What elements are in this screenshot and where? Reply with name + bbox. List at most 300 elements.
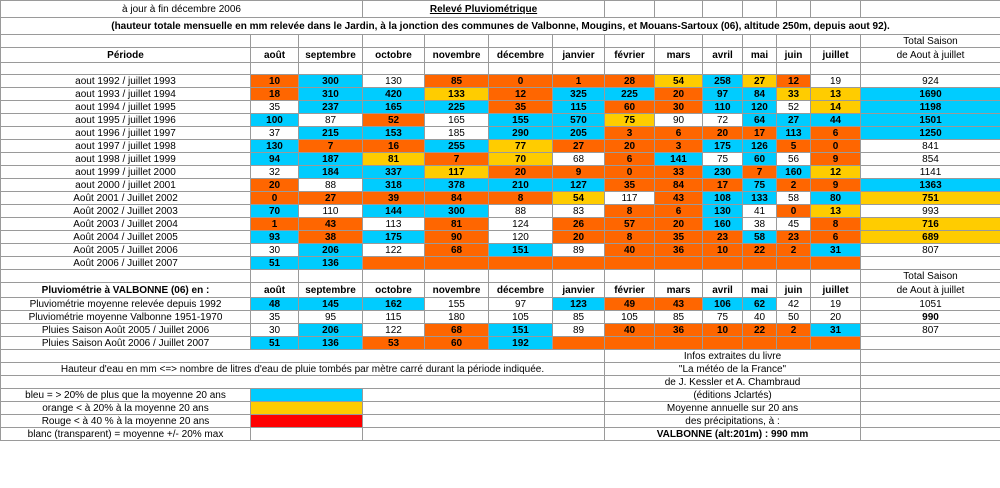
empty-cell: [251, 270, 299, 283]
rainfall-cell: 37: [251, 127, 299, 140]
empty-cell: [1, 63, 251, 75]
summary-cell: 180: [425, 311, 489, 324]
rainfall-cell: 12: [811, 166, 861, 179]
summary-cell: 123: [553, 298, 605, 311]
rainfall-cell: 57: [605, 218, 655, 231]
empty-cell: [553, 35, 605, 48]
rainfall-cell: 27: [299, 192, 363, 205]
empty-cell: [655, 35, 703, 48]
empty-cell: [489, 35, 553, 48]
rainfall-cell: 205: [553, 127, 605, 140]
rainfall-cell: 22: [743, 244, 777, 257]
rainfall-cell: 20: [251, 179, 299, 192]
empty-cell: [743, 1, 777, 18]
empty-cell: [425, 270, 489, 283]
month-header: mai: [743, 48, 777, 63]
season-total: 1141: [861, 166, 1000, 179]
empty-cell: [703, 257, 743, 270]
empty-cell: [743, 257, 777, 270]
rainfall-cell: 64: [743, 114, 777, 127]
rainfall-cell: 81: [363, 153, 425, 166]
rainfall-cell: 51: [251, 257, 299, 270]
rainfall-cell: 80: [811, 192, 861, 205]
month-header: mars: [655, 48, 703, 63]
summary-cell: 43: [655, 298, 703, 311]
empty-cell: [655, 63, 703, 75]
rainfall-cell: 8: [811, 218, 861, 231]
empty-cell: [425, 257, 489, 270]
legend-text: bleu = > 20% de plus que la moyenne 20 ans: [1, 389, 251, 402]
summary-cell: 2: [777, 324, 811, 337]
empty-cell: [655, 257, 703, 270]
rainfall-cell: 8: [489, 192, 553, 205]
rainfall-cell: 30: [655, 101, 703, 114]
empty-cell: [861, 63, 1000, 75]
summary-cell: 105: [605, 311, 655, 324]
rainfall-cell: 31: [811, 244, 861, 257]
empty-cell: [703, 35, 743, 48]
season-total: 807: [861, 244, 1000, 257]
summary-cell: 136: [299, 337, 363, 350]
rainfall-cell: 33: [777, 88, 811, 101]
rainfall-cell: 38: [299, 231, 363, 244]
rainfall-cell: 20: [553, 231, 605, 244]
rainfall-cell: 10: [703, 244, 743, 257]
month-header: juillet: [811, 283, 861, 298]
rainfall-cell: 17: [703, 179, 743, 192]
summary-cell: 20: [811, 311, 861, 324]
month-header: octobre: [363, 283, 425, 298]
rainfall-cell: 300: [299, 75, 363, 88]
empty-cell: [655, 1, 703, 18]
summary-cell: 40: [743, 311, 777, 324]
rainfall-cell: 130: [251, 140, 299, 153]
rainfall-cell: 141: [655, 153, 703, 166]
summary-cell: 40: [605, 324, 655, 337]
summary-total: 990: [861, 311, 1000, 324]
summary-cell: 53: [363, 337, 425, 350]
legend-text: orange < à 20% à la moyenne 20 ans: [1, 402, 251, 415]
season-total: 1250: [861, 127, 1000, 140]
empty-cell: [743, 337, 777, 350]
empty-cell: [299, 270, 363, 283]
rainfall-cell: 28: [605, 75, 655, 88]
empty-cell: [605, 35, 655, 48]
month-header: mars: [655, 283, 703, 298]
summary-label: Pluviométrie moyenne Valbonne 1951-1970: [1, 311, 251, 324]
rainfall-cell: 26: [553, 218, 605, 231]
month-header: août: [251, 48, 299, 63]
period-label: aout 1994 / juillet 1995: [1, 101, 251, 114]
summary-cell: 22: [743, 324, 777, 337]
summary-cell: 19: [811, 298, 861, 311]
empty-cell: [703, 1, 743, 18]
rainfall-cell: 8: [605, 231, 655, 244]
rainfall-cell: 6: [811, 231, 861, 244]
rainfall-cell: 20: [489, 166, 553, 179]
rainfall-cell: 122: [363, 244, 425, 257]
empty-cell: [363, 270, 425, 283]
rainfall-cell: 35: [655, 231, 703, 244]
rainfall-cell: 40: [605, 244, 655, 257]
month-header: janvier: [553, 283, 605, 298]
summary-cell: 35: [251, 311, 299, 324]
rainfall-cell: 117: [605, 192, 655, 205]
rainfall-cell: 83: [553, 205, 605, 218]
rainfall-cell: 153: [363, 127, 425, 140]
summary-label: Pluies Saison Août 2006 / Juillet 2007: [1, 337, 251, 350]
rainfall-cell: 52: [363, 114, 425, 127]
month-header: octobre: [363, 48, 425, 63]
period-label: Août 2003 / Juillet 2004: [1, 218, 251, 231]
rainfall-cell: 570: [553, 114, 605, 127]
rainfall-cell: 127: [553, 179, 605, 192]
rainfall-cell: 90: [655, 114, 703, 127]
month-header: décembre: [489, 48, 553, 63]
empty-cell: [861, 376, 1000, 389]
summary-cell: 145: [299, 298, 363, 311]
rainfall-cell: 117: [425, 166, 489, 179]
summary-cell: 151: [489, 324, 553, 337]
rainfall-cell: 9: [811, 179, 861, 192]
rainfall-cell: 108: [703, 192, 743, 205]
summary-cell: 115: [363, 311, 425, 324]
rainfall-cell: 36: [655, 244, 703, 257]
season-total: 924: [861, 75, 1000, 88]
summary-cell: 105: [489, 311, 553, 324]
rainfall-cell: 68: [553, 153, 605, 166]
season-total: 751: [861, 192, 1000, 205]
rainfall-cell: 72: [703, 114, 743, 127]
empty-cell: [553, 257, 605, 270]
rainfall-cell: 0: [811, 140, 861, 153]
rainfall-cell: 3: [655, 140, 703, 153]
period-label: aout 1999 / juillet 2000: [1, 166, 251, 179]
rainfall-cell: 18: [251, 88, 299, 101]
empty-cell: [655, 270, 703, 283]
book-line: Moyenne annuelle sur 20 ans: [605, 402, 861, 415]
month-header: février: [605, 48, 655, 63]
rainfall-cell: 378: [425, 179, 489, 192]
page-title: Relevé Pluviométrique: [363, 1, 605, 18]
legend-swatch: [251, 389, 363, 402]
rainfall-cell: 160: [777, 166, 811, 179]
empty-cell: [861, 389, 1000, 402]
summary-cell: 155: [425, 298, 489, 311]
rainfall-cell: 160: [703, 218, 743, 231]
rainfall-cell: 225: [425, 101, 489, 114]
rainfall-cell: 10: [251, 75, 299, 88]
empty-cell: [861, 1, 1000, 18]
empty-cell: [299, 35, 363, 48]
legend-text: Rouge < à 40 % à la moyenne 20 ans: [1, 415, 251, 428]
rainfall-cell: 84: [655, 179, 703, 192]
empty-cell: [703, 337, 743, 350]
summary-cell: 49: [605, 298, 655, 311]
empty-cell: [489, 270, 553, 283]
empty-cell: [777, 270, 811, 283]
rainfall-cell: 30: [251, 244, 299, 257]
empty-cell: [743, 270, 777, 283]
empty-cell: [489, 257, 553, 270]
month-header: avril: [703, 48, 743, 63]
rainfall-cell: 2: [777, 244, 811, 257]
legend-swatch: [251, 415, 363, 428]
summary-cell: 68: [425, 324, 489, 337]
rainfall-cell: 184: [299, 166, 363, 179]
empty-cell: [251, 63, 299, 75]
season-total: 689: [861, 231, 1000, 244]
subtitle: (hauteur totale mensuelle en mm relevée dans le Jardin, à la jonction des communes de Valbonne, Mougins, et Mouans-Sartoux (06), altitude 250m, depuis aout 92).: [1, 18, 1000, 35]
empty-cell: [861, 428, 1000, 441]
empty-cell: [777, 35, 811, 48]
rainfall-cell: 325: [553, 88, 605, 101]
rainfall-cell: 124: [489, 218, 553, 231]
rainfall-cell: 32: [251, 166, 299, 179]
empty-cell: [777, 1, 811, 18]
empty-cell: [861, 402, 1000, 415]
empty-cell: [655, 337, 703, 350]
season-total: [861, 257, 1000, 270]
rainfall-cell: 6: [811, 127, 861, 140]
rainfall-cell: 85: [425, 75, 489, 88]
rainfall-cell: 97: [703, 88, 743, 101]
rainfall-cell: 16: [363, 140, 425, 153]
summary-cell: 162: [363, 298, 425, 311]
rainfall-cell: 35: [251, 101, 299, 114]
empty-cell: [811, 337, 861, 350]
rainfall-cell: 56: [777, 153, 811, 166]
rainfall-cell: 87: [299, 114, 363, 127]
empty-cell: [489, 63, 553, 75]
rainfall-cell: 54: [553, 192, 605, 205]
month-header: juin: [777, 48, 811, 63]
rainfall-cell: 7: [743, 166, 777, 179]
month-header: février: [605, 283, 655, 298]
empty-cell: [553, 337, 605, 350]
period-label: aout 1992 / juillet 1993: [1, 75, 251, 88]
month-header: juin: [777, 283, 811, 298]
summary-total: 1051: [861, 298, 1000, 311]
period-heading: Période: [1, 48, 251, 63]
month-header: septembre: [299, 48, 363, 63]
rainfall-cell: 110: [299, 205, 363, 218]
rainfall-cell: 84: [743, 88, 777, 101]
empty-cell: [605, 337, 655, 350]
season-total: 716: [861, 218, 1000, 231]
rainfall-cell: 110: [703, 101, 743, 114]
rainfall-cell: 23: [703, 231, 743, 244]
empty-cell: [811, 257, 861, 270]
rainfall-cell: 100: [251, 114, 299, 127]
book-line: des précipitations, à :: [605, 415, 861, 428]
summary-cell: 85: [655, 311, 703, 324]
season-total: 1501: [861, 114, 1000, 127]
period-label: aout 1993 / juillet 1994: [1, 88, 251, 101]
rainfall-cell: 39: [363, 192, 425, 205]
rainfall-cell: 3: [605, 127, 655, 140]
rainfall-cell: 27: [777, 114, 811, 127]
rainfall-cell: 120: [489, 231, 553, 244]
rainfall-cell: 187: [299, 153, 363, 166]
empty-cell: [703, 63, 743, 75]
rainfall-cell: 155: [489, 114, 553, 127]
month-header: mai: [743, 283, 777, 298]
summary-cell: 206: [299, 324, 363, 337]
rainfall-cell: 0: [489, 75, 553, 88]
month-header: décembre: [489, 283, 553, 298]
rainfall-cell: 225: [605, 88, 655, 101]
season-total: 1690: [861, 88, 1000, 101]
rainfall-cell: 14: [811, 101, 861, 114]
rainfall-cell: 88: [489, 205, 553, 218]
rainfall-cell: 41: [743, 205, 777, 218]
season-total: 854: [861, 153, 1000, 166]
summary-cell: 95: [299, 311, 363, 324]
total-label-2b: de Aout à juillet: [861, 283, 1000, 298]
rainfall-cell: 9: [811, 153, 861, 166]
summary-total: 807: [861, 324, 1000, 337]
rainfall-cell: 52: [777, 101, 811, 114]
rainfall-cell: 88: [299, 179, 363, 192]
season-total: 1363: [861, 179, 1000, 192]
rainfall-cell: 70: [489, 153, 553, 166]
rainfall-cell: 165: [363, 101, 425, 114]
empty-cell: [743, 63, 777, 75]
rainfall-cell: 27: [553, 140, 605, 153]
book-line: de J. Kessler et A. Chambraud: [605, 376, 861, 389]
rainfall-cell: 133: [743, 192, 777, 205]
rainfall-cell: 255: [425, 140, 489, 153]
empty-cell: [1, 350, 605, 363]
rainfall-cell: 0: [251, 192, 299, 205]
rainfall-cell: 19: [811, 75, 861, 88]
rainfall-cell: 337: [363, 166, 425, 179]
empty-cell: [553, 270, 605, 283]
total-label-1: Total Saison: [861, 35, 1000, 48]
summary-cell: 42: [777, 298, 811, 311]
rainfall-cell: 310: [299, 88, 363, 101]
empty-cell: [861, 363, 1000, 376]
rainfall-cell: 13: [811, 205, 861, 218]
rainfall-cell: 1: [553, 75, 605, 88]
rainfall-cell: 20: [605, 140, 655, 153]
empty-cell: [777, 257, 811, 270]
rainfall-cell: 7: [299, 140, 363, 153]
period-label: Août 2005 / Juillet 2006: [1, 244, 251, 257]
rainfall-cell: 6: [605, 153, 655, 166]
summary-cell: 75: [703, 311, 743, 324]
rainfall-cell: 206: [299, 244, 363, 257]
rainfall-cell: 93: [251, 231, 299, 244]
period-label: aout 2000 / juillet 2001: [1, 179, 251, 192]
rainfall-cell: 75: [605, 114, 655, 127]
rainfall-cell: 0: [605, 166, 655, 179]
rainfall-cell: 60: [605, 101, 655, 114]
empty-cell: [363, 63, 425, 75]
empty-cell: [605, 257, 655, 270]
month-header: août: [251, 283, 299, 298]
rainfall-cell: 6: [655, 205, 703, 218]
book-line: (éditions Jclartés): [605, 389, 861, 402]
total-label-1b: Total Saison: [861, 270, 1000, 283]
summary-label: Pluviométrie moyenne relevée depuis 1992: [1, 298, 251, 311]
summary-cell: 31: [811, 324, 861, 337]
rainfall-cell: 113: [363, 218, 425, 231]
empty-cell: [703, 270, 743, 283]
season-total: 841: [861, 140, 1000, 153]
empty-cell: [1, 376, 605, 389]
month-header: novembre: [425, 283, 489, 298]
rainfall-cell: 45: [777, 218, 811, 231]
empty-cell: [363, 389, 605, 402]
rainfall-cell: 81: [425, 218, 489, 231]
season-total: 993: [861, 205, 1000, 218]
rainfall-cell: 43: [655, 192, 703, 205]
rainfall-cell: 58: [777, 192, 811, 205]
empty-cell: [777, 337, 811, 350]
rainfall-cell: 113: [777, 127, 811, 140]
empty-cell: [363, 415, 605, 428]
rainfall-cell: 2: [777, 179, 811, 192]
rainfall-cell: 1: [251, 218, 299, 231]
section2-title: Pluviométrie à VALBONNE (06) en :: [1, 283, 251, 298]
rainfall-cell: 300: [425, 205, 489, 218]
rainfall-cell: 12: [777, 75, 811, 88]
rainfall-cell: 6: [655, 127, 703, 140]
rainfall-cell: 133: [425, 88, 489, 101]
rainfall-cell: 68: [425, 244, 489, 257]
rainfall-cell: 44: [811, 114, 861, 127]
summary-cell: 30: [251, 324, 299, 337]
period-label: aout 1996 / juillet 1997: [1, 127, 251, 140]
month-header: janvier: [553, 48, 605, 63]
empty-cell: [299, 63, 363, 75]
rainfall-cell: 23: [777, 231, 811, 244]
rainfall-cell: 136: [299, 257, 363, 270]
period-label: Août 2002 / Juillet 2003: [1, 205, 251, 218]
rainfall-cell: 20: [703, 127, 743, 140]
rainfall-cell: 75: [703, 153, 743, 166]
rainfall-cell: 17: [743, 127, 777, 140]
summary-cell: 10: [703, 324, 743, 337]
empty-cell: [1, 270, 251, 283]
rainfall-cell: 144: [363, 205, 425, 218]
period-label: Août 2001 / Juillet 2002: [1, 192, 251, 205]
book-line: VALBONNE (alt:201m) : 990 mm: [605, 428, 861, 441]
rainfall-cell: 89: [553, 244, 605, 257]
book-line: Infos extraites du livre: [605, 350, 861, 363]
legend-swatch: [251, 402, 363, 415]
rainfall-cell: 33: [655, 166, 703, 179]
rainfall-cell: 35: [489, 101, 553, 114]
rainfall-cell: 58: [743, 231, 777, 244]
rainfall-cell: 185: [425, 127, 489, 140]
summary-cell: 36: [655, 324, 703, 337]
rainfall-cell: 43: [299, 218, 363, 231]
rainfall-cell: 126: [743, 140, 777, 153]
rainfall-cell: 175: [703, 140, 743, 153]
empty-cell: [777, 63, 811, 75]
empty-cell: [811, 63, 861, 75]
empty-cell: [605, 270, 655, 283]
update-note: à jour à fin décembre 2006: [1, 1, 363, 18]
empty-cell: [425, 63, 489, 75]
summary-cell: 85: [553, 311, 605, 324]
summary-total: [861, 337, 1000, 350]
empty-cell: [363, 428, 605, 441]
summary-cell: 97: [489, 298, 553, 311]
